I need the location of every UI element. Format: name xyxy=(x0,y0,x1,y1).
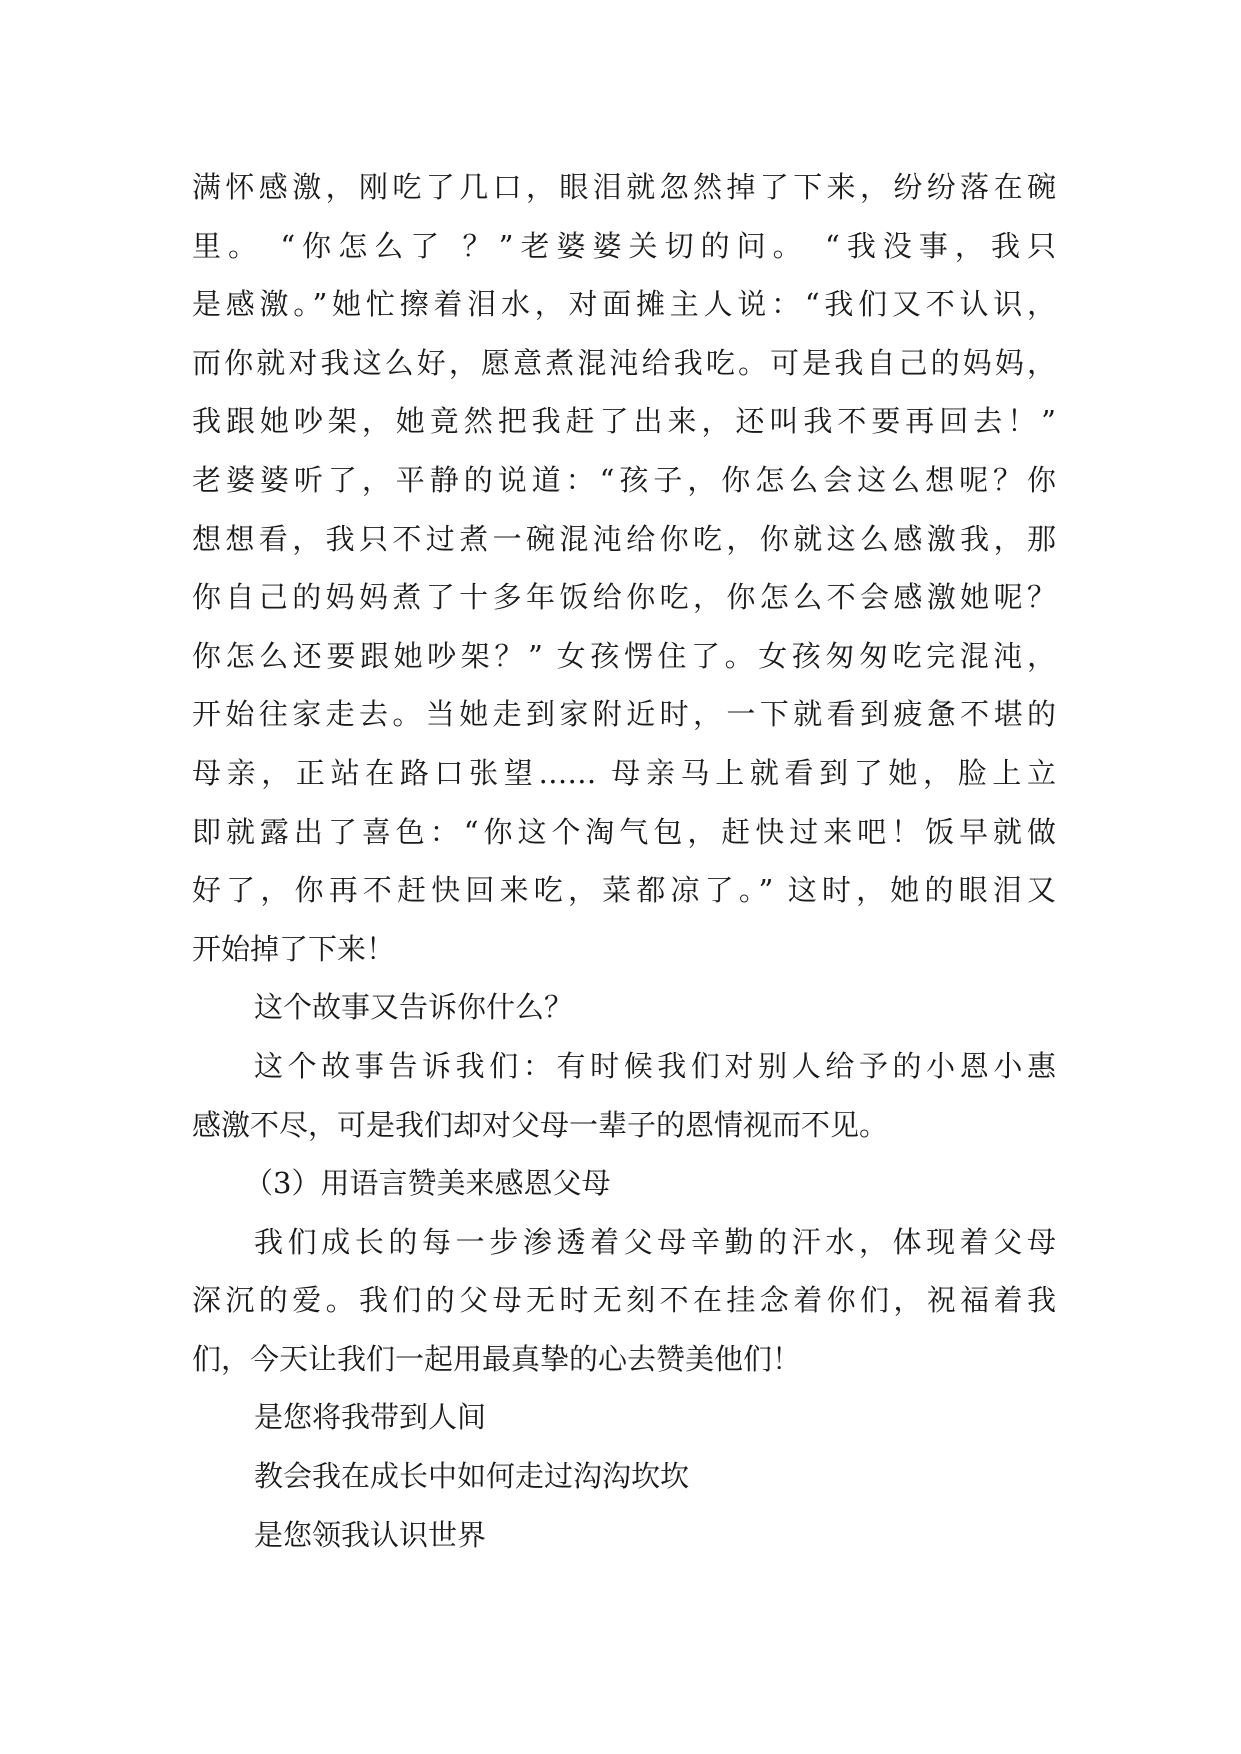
intro-line: 们，今天让我们一起用最真挚的心去赞美他们！ xyxy=(192,1341,802,1376)
story-line: 里。 “你怎么了 ？”老婆婆关切的问。 “我没事，我只 xyxy=(192,228,1056,263)
story-line: 母亲，正站在路口张望…… 母亲马上就看到了她，脸上立 xyxy=(192,755,1056,790)
story-line: 而你就对我这么好，愿意煮混沌给我吃。可是我自己的妈妈， xyxy=(192,345,1056,380)
story-line: 好了，你再不赶快回来吃，菜都凉了。” 这时，她的眼泪又 xyxy=(192,873,1056,908)
story-line: 是感激。”她忙擦着泪水，对面摊主人说：“我们又不认识， xyxy=(192,287,1056,322)
section-heading: （3）用语言赞美来感恩父母 xyxy=(244,1166,611,1201)
story-line: 满怀感激，刚吃了几口，眼泪就忽然掉了下来，纷纷落在碗 xyxy=(192,170,1056,204)
story-line: 你怎么还要跟她吵架？” 女孩愣住了。女孩匆匆吃完混沌， xyxy=(192,638,1056,673)
story-line: 开始掉了下来！ xyxy=(192,931,396,966)
story-line: 老婆婆听了，平静的说道：“孩子，你怎么会这么想呢？你 xyxy=(192,462,1056,497)
poem-line: 教会我在成长中如何走过沟沟坎坎 xyxy=(254,1459,690,1494)
poem-line: 是您领我认识世界 xyxy=(254,1517,487,1552)
question-text: 这个故事又告诉你什么？ xyxy=(254,990,574,1025)
story-line: 想想看，我只不过煮一碗混沌给你吃，你就这么感激我，那 xyxy=(192,521,1056,556)
document-body xyxy=(192,158,1056,1564)
poem-line: 是您将我带到人间 xyxy=(254,1400,487,1435)
story-line: 我跟她吵架，她竟然把我赶了出来，还叫我不要再回去！” xyxy=(192,404,1056,439)
story-line: 开始往家走去。当她走到家附近时，一下就看到疲惫不堪的 xyxy=(192,697,1056,732)
answer-line: 这个故事告诉我们：有时候我们对别人给予的小恩小惠 xyxy=(254,1048,1056,1083)
story-line: 即就露出了喜色：“你这个淘气包，赶快过来吧！饭早就做 xyxy=(192,814,1056,849)
intro-line: 我们成长的每一步渗透着父母辛勤的汗水，体现着父母 xyxy=(254,1224,1056,1259)
story-line: 你自己的妈妈煮了十多年饭给你吃，你怎么不会感激她呢？ xyxy=(192,580,1056,615)
answer-line: 感激不尽，可是我们却对父母一辈子的恩情视而不见。 xyxy=(192,1107,889,1142)
intro-line: 深沉的爱。我们的父母无时无刻不在挂念着你们，祝福着我 xyxy=(192,1283,1056,1318)
